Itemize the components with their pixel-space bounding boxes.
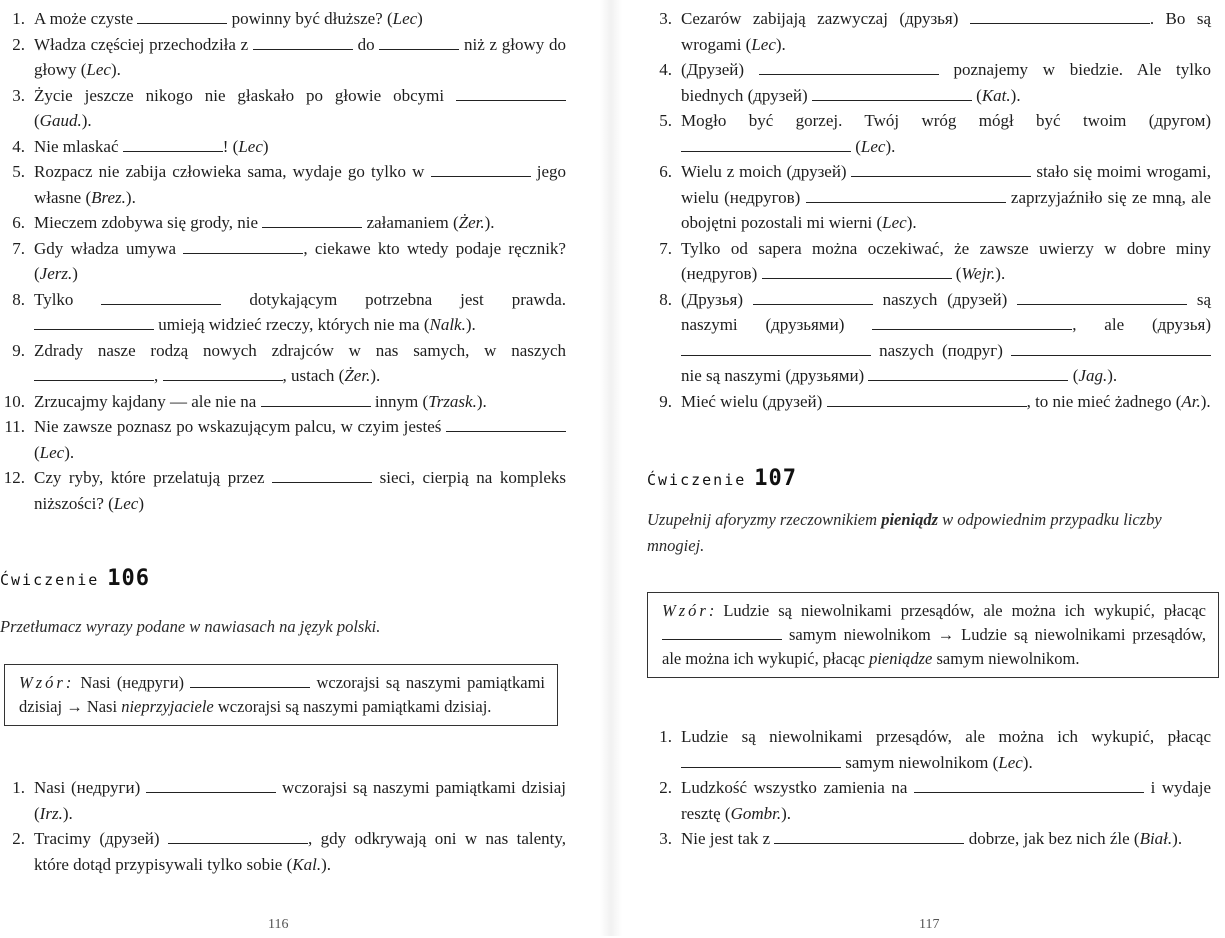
item-text: Mieć wielu (друзей) , to nie mieć żadnego (Ar.).	[681, 391, 1211, 411]
answer-blank[interactable]	[183, 237, 303, 254]
source-abbrev: Kal.	[292, 854, 322, 874]
source-abbrev: Brez.	[91, 187, 126, 207]
list-item	[635, 775, 1211, 826]
source-abbrev: Lec	[882, 213, 907, 232]
answer-blank[interactable]	[446, 415, 566, 432]
item-number: 8.	[659, 289, 672, 309]
item-number: 1.	[12, 778, 25, 797]
item-number: 9.	[12, 340, 25, 360]
list-item	[0, 32, 566, 83]
answer-blank[interactable]	[261, 390, 371, 407]
answer-blank[interactable]	[681, 135, 851, 152]
exercise-106-heading	[0, 566, 150, 594]
answer-blank[interactable]	[914, 776, 1144, 793]
item-text: Wielu z moich (друзей) stało się moimi wrogami, wielu (недругов) zaprzyjaźniło się ze mną, ale obojętni pozostali mi wierni (Lec).	[681, 162, 1211, 232]
exercise-number: 107	[754, 466, 798, 491]
answer-blank[interactable]	[662, 623, 782, 640]
source-abbrev: Wejr.	[961, 264, 996, 283]
answer-blank[interactable]	[123, 135, 223, 152]
item-text: Czy ryby, które przelatują przez sieci, cierpią na kompleks niższości? (Lec)	[34, 468, 566, 513]
answer-blank[interactable]	[759, 58, 939, 75]
item-number: 3.	[659, 9, 672, 28]
source-abbrev: pieniądze	[869, 649, 933, 668]
item-number: 11.	[4, 417, 25, 436]
item-text: (Друзей) poznajemy w biedzie. Ale tylko biednych (друзей) (Kat.).	[681, 60, 1212, 105]
exercise-107-list	[635, 724, 1211, 852]
answer-blank[interactable]	[868, 364, 1068, 381]
item-number: 3.	[12, 85, 25, 105]
left-page	[0, 0, 590, 936]
source-abbrev: Lec	[86, 60, 111, 79]
item-text: Tracimy (друзей) , gdy odkrywają oni w nas talenty, które dotąd przypisywali tylko sobie (Kal.).	[34, 829, 567, 874]
answer-blank[interactable]	[827, 390, 1027, 407]
list-item	[0, 775, 566, 826]
item-text: Nasi (недруги) wczorajsi są naszymi pamiątkami dzisiaj (Irz.).	[34, 778, 566, 823]
source-abbrev: Lec	[392, 9, 418, 28]
item-text: A może czyste powinny być dłuższe? (Lec)	[34, 9, 423, 28]
answer-blank[interactable]	[1011, 339, 1211, 356]
answer-blank[interactable]	[774, 827, 964, 844]
list-item	[0, 826, 566, 877]
list-item	[0, 83, 566, 134]
answer-blank[interactable]	[762, 262, 952, 279]
exercise-label: Ćwiczenie	[647, 471, 747, 489]
page-number: 116	[268, 917, 289, 932]
source-abbrev: Żer.	[458, 213, 485, 232]
list-item	[635, 826, 1211, 852]
answer-blank[interactable]	[163, 364, 283, 381]
list-item	[0, 236, 566, 287]
list-item	[0, 338, 566, 389]
item-number: 3.	[659, 829, 672, 848]
list-item	[0, 287, 566, 338]
item-text: Tylko dotykającym potrzebna jest prawda. umieją widzieć rzeczy, których nie ma (Nalk.).	[34, 289, 567, 334]
item-number: 2.	[12, 829, 25, 848]
answer-blank[interactable]	[34, 313, 154, 330]
item-number: 1.	[12, 9, 25, 28]
answer-blank[interactable]	[681, 751, 841, 768]
item-number: 2.	[12, 34, 25, 54]
source-abbrev: Lec	[238, 136, 263, 156]
answer-blank[interactable]	[681, 339, 871, 356]
source-abbrev: Lec	[39, 442, 65, 462]
list-item	[635, 159, 1211, 236]
item-number: 4.	[659, 60, 672, 79]
source-abbrev: Gombr.	[730, 803, 782, 823]
book-gutter	[600, 0, 622, 936]
list-item	[0, 465, 566, 516]
answer-blank[interactable]	[1017, 288, 1187, 305]
answer-blank[interactable]	[456, 84, 566, 101]
source-abbrev: Ar.	[1181, 391, 1201, 411]
source-abbrev: Gaud.	[39, 111, 82, 130]
item-number: 6.	[659, 162, 672, 181]
example-label: Wzór:	[19, 673, 75, 692]
list-item	[635, 287, 1211, 389]
answer-blank[interactable]	[970, 7, 1150, 24]
answer-blank[interactable]	[872, 313, 1072, 330]
exercise-107-instruction: Uzupełnij aforyzmy rzeczownikiem pieniądz w odpowiednim przypadku liczby mnogiej.	[647, 510, 1162, 555]
list-item	[0, 389, 566, 415]
answer-blank[interactable]	[146, 776, 276, 793]
list-item	[635, 57, 1211, 108]
item-number: 5.	[12, 162, 25, 181]
answer-blank[interactable]	[812, 84, 972, 101]
answer-blank[interactable]	[168, 827, 308, 844]
answer-blank[interactable]	[431, 160, 531, 177]
item-text: Władza częściej przechodziła z do niż z głowy do głowy (Lec).	[34, 34, 566, 79]
item-number: 6.	[12, 213, 25, 232]
source-abbrev: Kat.	[981, 85, 1011, 105]
list-item	[635, 108, 1211, 159]
keyword: pieniądz	[881, 510, 939, 529]
answer-blank[interactable]	[753, 288, 873, 305]
source-abbrev: Lec	[113, 493, 139, 513]
example-box: Wzór: Ludzie są niewolnikami przesądów, ale można ich wykupić, płacąc samym niewolnikom → Ludzie są niewolnikami przesądów, ale można ich wykupić, płacąc pieniądze samym niewolnikom.	[647, 592, 1219, 678]
answer-blank[interactable]	[137, 7, 227, 24]
answer-blank[interactable]	[253, 33, 353, 50]
source-abbrev: nieprzyjaciele	[121, 697, 214, 716]
answer-blank[interactable]	[34, 364, 154, 381]
item-text: Nie mlaskać ! (Lec)	[34, 136, 269, 156]
item-text: Zdrady nasze rodzą nowych zdrajców w nas samych, w naszych , , ustach (Żer.).	[34, 340, 566, 385]
source-abbrev: Żer.	[344, 366, 371, 385]
example-box: Wzór: Nasi (недруги) wczorajsi są naszymi pamiątkami dzisiaj → Nasi nieprzyjaciele wczorajsi są naszymi pamiątkami dzisiaj.	[4, 664, 558, 726]
source-abbrev: Trzask.	[428, 391, 477, 411]
item-number: 7.	[659, 238, 672, 258]
list-item	[635, 236, 1211, 287]
exercise-number: 106	[107, 566, 151, 591]
item-text: Nie jest tak z dobrze, jak bez nich źle (Biał.).	[681, 829, 1183, 848]
item-number: 5.	[659, 111, 672, 130]
source-abbrev: Jerz.	[39, 264, 73, 283]
list-item	[0, 210, 566, 236]
source-abbrev: Irz.	[39, 803, 63, 823]
list-item	[635, 724, 1211, 775]
list-item	[0, 6, 566, 32]
exercise-106-list	[0, 775, 566, 877]
item-number: 12.	[3, 468, 25, 487]
item-number: 9.	[659, 391, 672, 411]
exercise-106-instruction: Przetłumacz wyrazy podane w nawiasach na język polski.	[0, 617, 381, 636]
item-number: 4.	[12, 136, 25, 156]
item-text: Nie zawsze poznasz po wskazującym palcu, w czyim jesteś (Lec).	[34, 414, 566, 465]
answer-blank[interactable]	[851, 160, 1031, 177]
list-item	[635, 6, 1211, 57]
item-text: Życie jeszcze nikogo nie głaskało po głowie obcymi (Gaud.).	[34, 83, 566, 134]
item-text: Cezarów zabijają zazwyczaj (друзья) . Bo są wrogami (Lec).	[681, 9, 1211, 54]
item-text: Mieczem zdobywa się grody, nie załamaniem (Żer.).	[34, 213, 495, 232]
item-number: 10.	[3, 391, 25, 411]
list-item	[0, 159, 566, 210]
exercise-107-heading	[647, 466, 797, 494]
item-text: Rozpacz nie zabija człowieka sama, wydaje go tylko w jego własne (Brez.).	[34, 162, 566, 207]
item-text: Ludzkość wszystko zamienia na i wydaje resztę (Gombr.).	[681, 778, 1211, 823]
source-abbrev: Lec	[998, 752, 1023, 772]
item-text: Zrzucajmy kajdany — ale nie na innym (Trzask.).	[34, 391, 487, 411]
item-text: Mogło być gorzej. Twój wróg mógł być twoim (другом) (Lec).	[681, 111, 1211, 156]
item-number: 1.	[659, 727, 672, 746]
source-abbrev: Lec	[860, 136, 886, 156]
exercise-label: Ćwiczenie	[0, 571, 100, 589]
exercise-105-list	[0, 6, 566, 516]
exercise-106-list-continued	[635, 6, 1211, 414]
list-item	[0, 134, 566, 160]
source-abbrev: Biał.	[1139, 829, 1173, 848]
item-text: Tylko od sapera można oczekiwać, że zawsze uwierzy w dobre miny (недругов) (Wejr.).	[681, 238, 1211, 283]
item-text: Ludzie są niewolnikami przesądów, ale można ich wykupić, płacąc samym niewolnikom (Lec).	[681, 727, 1211, 772]
page-number: 117	[919, 917, 940, 932]
item-number: 7.	[12, 238, 25, 258]
example-label: Wzór:	[662, 601, 718, 620]
item-text: (Друзья) naszych (друзей) są naszymi (друзьями) , ale (друзья) naszych (подруг) nie są naszymi (друзьями) (Jag.).	[681, 289, 1211, 385]
answer-blank[interactable]	[379, 33, 459, 50]
answer-blank[interactable]	[190, 671, 310, 688]
answer-blank[interactable]	[272, 466, 372, 483]
source-abbrev: Nalk.	[429, 315, 466, 334]
answer-blank[interactable]	[262, 211, 362, 228]
answer-blank[interactable]	[101, 288, 221, 305]
item-text: Gdy władza umywa , ciekawe kto wtedy podaje ręcznik? (Jerz.)	[34, 238, 566, 283]
answer-blank[interactable]	[806, 186, 1006, 203]
source-abbrev: Lec	[751, 34, 776, 54]
item-number: 2.	[659, 778, 672, 797]
list-item	[0, 414, 566, 465]
right-page	[635, 0, 1225, 936]
list-item	[635, 389, 1211, 415]
item-number: 8.	[12, 289, 25, 309]
source-abbrev: Jag.	[1078, 366, 1108, 385]
